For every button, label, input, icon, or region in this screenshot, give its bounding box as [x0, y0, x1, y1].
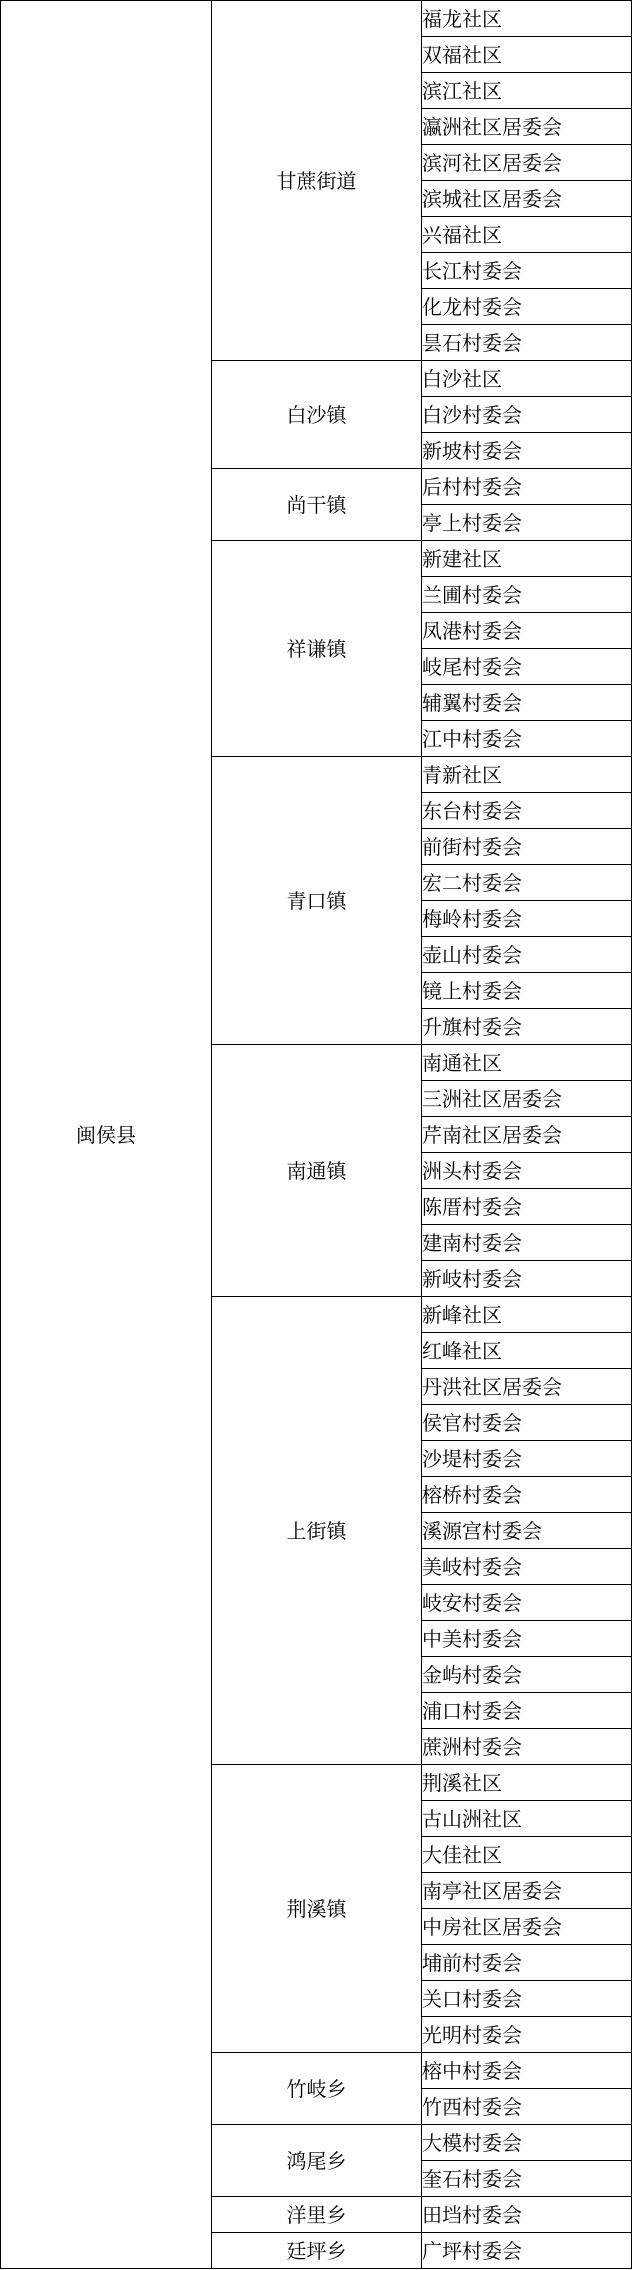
- town-name-cell: 尚干镇: [212, 469, 422, 541]
- village-name-cell: 荆溪社区: [422, 1765, 632, 1801]
- town-name-cell: 青口镇: [212, 757, 422, 1045]
- village-name-cell: 新峰社区: [422, 1297, 632, 1333]
- village-name-cell: 青新社区: [422, 757, 632, 793]
- village-name-cell: 滨城社区居委会: [422, 181, 632, 217]
- village-name-cell: 蔗洲村委会: [422, 1729, 632, 1765]
- village-name-cell: 竹西村委会: [422, 2089, 632, 2125]
- village-name-cell: 三洲社区居委会: [422, 1081, 632, 1117]
- village-name-cell: 南亭社区居委会: [422, 1873, 632, 1909]
- village-name-cell: 光明村委会: [422, 2017, 632, 2053]
- village-name-cell: 奎石村委会: [422, 2161, 632, 2197]
- village-name-cell: 浦口村委会: [422, 1693, 632, 1729]
- village-name-cell: 宏二村委会: [422, 865, 632, 901]
- village-name-cell: 滨江社区: [422, 73, 632, 109]
- village-name-cell: 新坡村委会: [422, 433, 632, 469]
- village-name-cell: 溪源宫村委会: [422, 1513, 632, 1549]
- village-name-cell: 长江村委会: [422, 253, 632, 289]
- village-name-cell: 建南村委会: [422, 1225, 632, 1261]
- village-name-cell: 升旗村委会: [422, 1009, 632, 1045]
- village-name-cell: 东台村委会: [422, 793, 632, 829]
- village-name-cell: 广坪村委会: [422, 2233, 632, 2269]
- division-table-body: [1, 1, 632, 2269]
- village-name-cell: 中美村委会: [422, 1621, 632, 1657]
- village-name-cell: 白沙村委会: [422, 397, 632, 433]
- village-name-cell: 陈厝村委会: [422, 1189, 632, 1225]
- village-name-cell: 金屿村委会: [422, 1657, 632, 1693]
- village-name-cell: 南通社区: [422, 1045, 632, 1081]
- village-name-cell: 榕中村委会: [422, 2053, 632, 2089]
- county-name-cell: 闽侯县: [1, 1, 212, 2269]
- town-name-cell: 竹岐乡: [212, 2053, 422, 2125]
- village-name-cell: 岐尾村委会: [422, 649, 632, 685]
- village-name-cell: 亭上村委会: [422, 505, 632, 541]
- town-name-cell: 荆溪镇: [212, 1765, 422, 2053]
- town-name-cell: 南通镇: [212, 1045, 422, 1297]
- village-name-cell: 瀛洲社区居委会: [422, 109, 632, 145]
- village-name-cell: 凤港村委会: [422, 613, 632, 649]
- village-name-cell: 埔前村委会: [422, 1945, 632, 1981]
- village-name-cell: 古山洲社区: [422, 1801, 632, 1837]
- village-name-cell: 关口村委会: [422, 1981, 632, 2017]
- village-name-cell: 双福社区: [422, 37, 632, 73]
- village-name-cell: 江中村委会: [422, 721, 632, 757]
- village-name-cell: 滨河社区居委会: [422, 145, 632, 181]
- village-name-cell: 辅翼村委会: [422, 685, 632, 721]
- village-name-cell: 兴福社区: [422, 217, 632, 253]
- village-name-cell: 芹南社区居委会: [422, 1117, 632, 1153]
- village-name-cell: 美岐村委会: [422, 1549, 632, 1585]
- village-name-cell: 大模村委会: [422, 2125, 632, 2161]
- village-name-cell: 昙石村委会: [422, 325, 632, 361]
- town-name-cell: 祥谦镇: [212, 541, 422, 757]
- town-name-cell: 甘蔗街道: [212, 1, 422, 361]
- village-name-cell: 前街村委会: [422, 829, 632, 865]
- village-name-cell: 中房社区居委会: [422, 1909, 632, 1945]
- village-name-cell: 大佳社区: [422, 1837, 632, 1873]
- village-name-cell: 福龙社区: [422, 1, 632, 37]
- town-name-cell: 洋里乡: [212, 2197, 422, 2233]
- village-name-cell: 新岐村委会: [422, 1261, 632, 1297]
- village-name-cell: 榕桥村委会: [422, 1477, 632, 1513]
- town-name-cell: 廷坪乡: [212, 2233, 422, 2269]
- village-name-cell: 后村村委会: [422, 469, 632, 505]
- village-name-cell: 洲头村委会: [422, 1153, 632, 1189]
- town-name-cell: 鸿尾乡: [212, 2125, 422, 2197]
- table-row: [1, 1, 632, 37]
- village-name-cell: 壶山村委会: [422, 937, 632, 973]
- village-name-cell: 红峰社区: [422, 1333, 632, 1369]
- village-name-cell: 丹洪社区居委会: [422, 1369, 632, 1405]
- town-name-cell: 上街镇: [212, 1297, 422, 1765]
- village-name-cell: 侯官村委会: [422, 1405, 632, 1441]
- village-name-cell: 兰圃村委会: [422, 577, 632, 613]
- village-name-cell: 沙堤村委会: [422, 1441, 632, 1477]
- village-name-cell: 岐安村委会: [422, 1585, 632, 1621]
- village-name-cell: 田垱村委会: [422, 2197, 632, 2233]
- town-name-cell: 白沙镇: [212, 361, 422, 469]
- village-name-cell: 梅岭村委会: [422, 901, 632, 937]
- village-name-cell: 新建社区: [422, 541, 632, 577]
- village-name-cell: 化龙村委会: [422, 289, 632, 325]
- village-name-cell: 白沙社区: [422, 361, 632, 397]
- village-name-cell: 镜上村委会: [422, 973, 632, 1009]
